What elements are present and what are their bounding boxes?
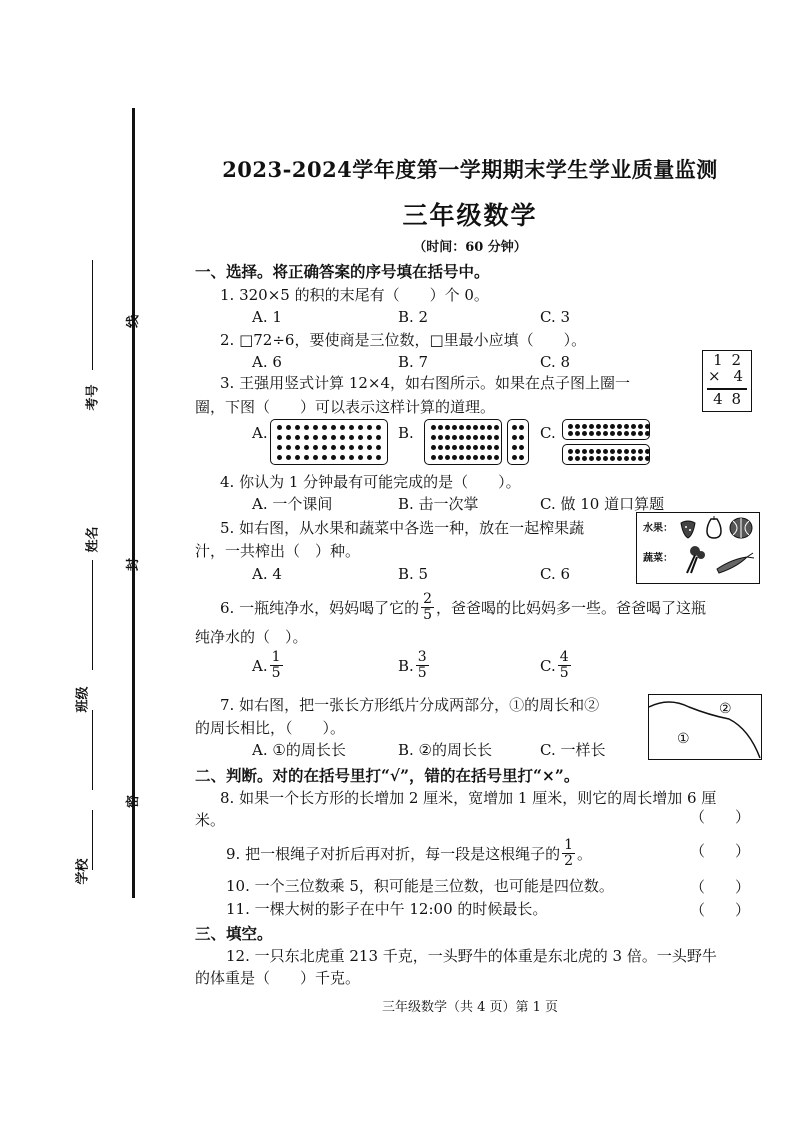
- q9-answer-paren[interactable]: （ ）: [690, 842, 751, 860]
- dot: [452, 445, 457, 450]
- q6-line1-end: ，爸爸喝的比妈妈多一些。爸爸喝了这瓶: [436, 598, 707, 617]
- dot: [631, 431, 636, 436]
- section3-heading: 三、填空。: [195, 924, 273, 943]
- section2-heading: 二、判断。对的在括号里打“√”，错的在括号里打“×”。: [195, 766, 580, 785]
- dot: [313, 445, 318, 450]
- exam-title: 2023-2024学年度第一学期期末学生学业质量监测: [222, 157, 718, 182]
- dot: [610, 424, 615, 429]
- dot: [617, 456, 622, 461]
- q8-answer-paren[interactable]: （ ）: [690, 808, 751, 826]
- region-2-label: ②: [719, 701, 732, 717]
- q6-option-b-letter: B.: [398, 656, 414, 675]
- dot: [512, 425, 517, 430]
- label-kaohao: 考号: [85, 384, 101, 411]
- label-xuexiao: 学校: [75, 858, 91, 885]
- q2-option-a[interactable]: A. 6: [252, 353, 282, 371]
- strawberry-icon: [681, 521, 695, 538]
- dot: [431, 425, 436, 430]
- q6-line1-start: 6. 一瓶纯净水，妈妈喝了它的: [220, 598, 420, 617]
- dot: [487, 445, 492, 450]
- dot: [638, 424, 643, 429]
- dot-figure-c-bottom[interactable]: [562, 444, 650, 465]
- dot: [376, 435, 381, 440]
- seal-feng: 封: [126, 557, 142, 572]
- dot: [575, 424, 580, 429]
- divide-curve: [649, 695, 761, 759]
- dot: [624, 424, 629, 429]
- dot: [617, 449, 622, 454]
- dot: [638, 456, 643, 461]
- dot: [480, 425, 485, 430]
- dot: [452, 455, 457, 460]
- q10-text: 10. 一个三位数乘 5，积可能是三位数，也可能是四位数。: [226, 877, 614, 895]
- dot: [349, 455, 354, 460]
- dot-figure-b-ones[interactable]: [507, 419, 529, 465]
- q1-text: 1. 320×5 的积的末尾有（ ）个 0。: [220, 286, 489, 304]
- dot: [582, 449, 587, 454]
- q6-c-den: 5: [559, 665, 569, 681]
- dot: [295, 455, 300, 460]
- banji-underline[interactable]: [92, 710, 93, 790]
- fruit-icons: [677, 515, 757, 541]
- q2-option-c[interactable]: C. 8: [540, 353, 571, 371]
- q2-option-b[interactable]: B. 7: [398, 353, 429, 371]
- q6-frac-num: 2: [423, 591, 433, 607]
- dot: [596, 456, 601, 461]
- dot: [322, 425, 327, 430]
- dot: [438, 455, 443, 460]
- dot: [631, 456, 636, 461]
- dot: [322, 445, 327, 450]
- q9-text: [226, 838, 592, 869]
- dot: [286, 435, 291, 440]
- dot: [322, 435, 327, 440]
- vegetable-icons: [677, 543, 757, 579]
- dot: [589, 431, 594, 436]
- dot: [568, 431, 573, 436]
- dot: [568, 449, 573, 454]
- q12-line1: 12. 一只东北虎重 213 千克，一头野牛的体重是东北虎的 3 倍。一头野牛: [226, 947, 717, 965]
- dot: [331, 445, 336, 450]
- q6-c-num: 4: [559, 649, 569, 665]
- dot: [512, 445, 517, 450]
- dot: [631, 449, 636, 454]
- q9-text-start: 9. 把一根绳子对折后再对折，每一段是这根绳子的: [226, 844, 561, 863]
- dot: [645, 424, 650, 429]
- dot: [645, 456, 650, 461]
- dot: [494, 435, 499, 440]
- dot: [603, 431, 608, 436]
- dot: [438, 445, 443, 450]
- q6-line2: 纯净水的（ ）。: [195, 628, 308, 646]
- dot: [610, 431, 615, 436]
- dot: [376, 455, 381, 460]
- dot: [638, 431, 643, 436]
- seal-mi: 密: [126, 794, 142, 809]
- q9-text-end: 。: [577, 844, 593, 863]
- dot: [487, 425, 492, 430]
- dot: [313, 435, 318, 440]
- dot: [304, 435, 309, 440]
- dot: [624, 456, 629, 461]
- dot: [445, 435, 450, 440]
- dot: [286, 445, 291, 450]
- dot: [358, 455, 363, 460]
- rectangle-paper-figure: [648, 694, 762, 760]
- dot: [480, 445, 485, 450]
- dot: [438, 425, 443, 430]
- dot: [645, 449, 650, 454]
- veg-label: 蔬菜：: [643, 553, 673, 564]
- dot: [480, 455, 485, 460]
- dot: [596, 449, 601, 454]
- dot-figure-b-tens[interactable]: [424, 419, 502, 465]
- dot: [304, 445, 309, 450]
- dot: [349, 435, 354, 440]
- dot: [331, 455, 336, 460]
- dot: [473, 435, 478, 440]
- dot: [286, 455, 291, 460]
- q5-option-c[interactable]: C. 6: [540, 565, 571, 583]
- q6-fraction: [421, 592, 434, 623]
- dot: [466, 425, 471, 430]
- exam-time: （时间：60 分钟）: [413, 240, 527, 255]
- q6-option-a-letter: A.: [252, 656, 268, 675]
- q6-frac-den: 5: [423, 607, 433, 623]
- q7-option-a[interactable]: A. ①的周长长: [252, 741, 346, 759]
- q1-option-b[interactable]: B. 2: [398, 308, 429, 326]
- dot: [596, 424, 601, 429]
- calc-mul: 4: [733, 367, 743, 385]
- dot: [277, 455, 282, 460]
- dot: [367, 435, 372, 440]
- exam-subtitle: 三年级数学: [402, 201, 538, 230]
- dot-figure-a[interactable]: [270, 419, 388, 465]
- q6-b-num: 3: [417, 649, 427, 665]
- dot: [582, 456, 587, 461]
- dot: [519, 425, 524, 430]
- dot: [582, 431, 587, 436]
- dot: [340, 435, 345, 440]
- dot: [631, 424, 636, 429]
- fruit-veg-figure: [636, 512, 760, 584]
- dot: [286, 425, 291, 430]
- calc-top: 1 2: [713, 351, 743, 369]
- q5-line2: 汁，一共榨出（ ）种。: [195, 542, 361, 560]
- dot: [445, 455, 450, 460]
- dot: [617, 431, 622, 436]
- binding-line: [132, 108, 135, 898]
- dot: [340, 445, 345, 450]
- dot: [603, 424, 608, 429]
- dot: [473, 445, 478, 450]
- section1-heading: 一、选择。将正确答案的序号填在括号中。: [195, 262, 490, 281]
- q6-option-a[interactable]: [252, 650, 285, 681]
- dot: [473, 425, 478, 430]
- dot: [295, 425, 300, 430]
- dot: [610, 449, 615, 454]
- q6-option-c-letter: C.: [540, 656, 556, 675]
- q11-answer-paren[interactable]: （ ）: [690, 901, 751, 919]
- dot: [376, 445, 381, 450]
- dot: [494, 455, 499, 460]
- dot: [340, 425, 345, 430]
- dot: [331, 435, 336, 440]
- dot: [340, 455, 345, 460]
- dot: [512, 455, 517, 460]
- dot: [568, 456, 573, 461]
- dot: [603, 449, 608, 454]
- q1-option-c[interactable]: C. 3: [540, 308, 571, 326]
- q5-line1: 5. 如右图，从水果和蔬菜中各选一种，放在一起榨果蔬: [220, 519, 585, 537]
- dot: [624, 449, 629, 454]
- dot: [589, 449, 594, 454]
- q3-line1: 3. 王强用竖式计算 12×4，如右图所示。如果在点子图上圈一: [220, 374, 631, 392]
- dot: [575, 449, 580, 454]
- dot: [331, 425, 336, 430]
- dot: [494, 425, 499, 430]
- kaohao-underline[interactable]: [92, 260, 93, 370]
- dot: [431, 435, 436, 440]
- dot: [277, 445, 282, 450]
- dot: [519, 435, 524, 440]
- q10-answer-paren[interactable]: （ ）: [690, 878, 751, 896]
- dot: [295, 435, 300, 440]
- seal-xian: 线: [126, 314, 142, 329]
- q3-option-a[interactable]: A.: [252, 424, 268, 442]
- q6-b-den: 5: [417, 665, 427, 681]
- q8-line2: 米。: [195, 811, 226, 829]
- dot: [445, 445, 450, 450]
- q6-option-b[interactable]: [398, 650, 431, 681]
- dot: [431, 455, 436, 460]
- dot: [645, 431, 650, 436]
- q7-line2: 的周长相比，（ ）。: [195, 719, 346, 737]
- dot: [376, 425, 381, 430]
- broccoli-icon: [687, 546, 705, 573]
- dot: [277, 425, 282, 430]
- dot: [487, 455, 492, 460]
- q8-line1: 8. 如果一个长方形的长增加 2 厘米，宽增加 1 厘米，则它的周长增加 6 厘: [220, 789, 717, 807]
- dot: [349, 425, 354, 430]
- q4-option-c[interactable]: C. 做 10 道口算题: [540, 495, 665, 513]
- region-1-label: ①: [677, 731, 690, 747]
- dot-figure-c-top[interactable]: [562, 419, 650, 440]
- xingming-underline[interactable]: [92, 560, 93, 670]
- dot: [431, 445, 436, 450]
- q4-text: 4. 你认为 1 分钟最有可能完成的是（ ）。: [220, 473, 521, 491]
- xuexiao-underline[interactable]: [92, 810, 93, 870]
- label-xingming: 姓名: [85, 526, 101, 553]
- dot: [466, 455, 471, 460]
- dot: [459, 425, 464, 430]
- dot: [277, 435, 282, 440]
- q4-option-b[interactable]: B. 击一次掌: [398, 495, 479, 513]
- dot: [589, 424, 594, 429]
- dot: [322, 455, 327, 460]
- q12-line2: 的体重是（ ）千克。: [195, 969, 361, 987]
- dot: [358, 445, 363, 450]
- dot: [367, 455, 372, 460]
- dot: [575, 431, 580, 436]
- page-footer: 三年级数学（共 4 页）第 1 页: [381, 1000, 559, 1015]
- dot: [304, 425, 309, 430]
- dot: [480, 435, 485, 440]
- dot: [466, 435, 471, 440]
- dot: [459, 455, 464, 460]
- q3-option-c[interactable]: C.: [540, 424, 556, 442]
- q6-line1: [220, 592, 706, 623]
- q2-text: 2. □72÷6，要使商是三位数，□里最小应填（ ）。: [220, 331, 587, 349]
- dot: [589, 456, 594, 461]
- dot: [596, 431, 601, 436]
- dot: [358, 425, 363, 430]
- dot: [459, 435, 464, 440]
- dot: [367, 445, 372, 450]
- q3-option-b[interactable]: B.: [398, 424, 414, 442]
- dot: [452, 435, 457, 440]
- label-banji: 班级: [75, 686, 91, 713]
- dot: [610, 456, 615, 461]
- dot: [304, 455, 309, 460]
- calc-result: 4 8: [713, 390, 743, 408]
- dot: [459, 445, 464, 450]
- fruit-label: 水果：: [643, 523, 673, 534]
- dot: [313, 425, 318, 430]
- dot: [624, 431, 629, 436]
- dot: [466, 445, 471, 450]
- dot: [494, 445, 499, 450]
- q9-frac-num: 1: [564, 837, 574, 853]
- dot: [473, 455, 478, 460]
- q9-fraction: [562, 838, 575, 869]
- pear-icon: [707, 516, 721, 538]
- dot: [349, 445, 354, 450]
- q7-option-c[interactable]: C. 一样长: [540, 741, 606, 759]
- dot: [638, 449, 643, 454]
- vertical-calc-figure: [702, 350, 752, 412]
- q7-line1: 7. 如右图，把一张长方形纸片分成两部分，①的周长和②: [220, 696, 600, 714]
- dot: [617, 424, 622, 429]
- dot: [519, 455, 524, 460]
- dot: [358, 435, 363, 440]
- dot: [295, 445, 300, 450]
- dot: [582, 424, 587, 429]
- q7-option-b[interactable]: B. ②的周长长: [398, 741, 493, 759]
- calc-op: ×: [708, 367, 721, 385]
- q5-option-b[interactable]: B. 5: [398, 565, 429, 583]
- q9-frac-den: 2: [564, 853, 574, 869]
- dot: [512, 435, 517, 440]
- q6-a-den: 5: [271, 665, 281, 681]
- q5-option-a[interactable]: A. 4: [252, 565, 282, 583]
- dot: [519, 445, 524, 450]
- q1-option-a[interactable]: A. 1: [252, 308, 282, 326]
- dot: [367, 425, 372, 430]
- q11-text: 11. 一棵大树的影子在中午 12:00 的时候最长。: [226, 900, 548, 918]
- dot: [438, 435, 443, 440]
- watermelon-icon: [730, 518, 752, 538]
- q4-option-a[interactable]: A. 一个课间: [252, 495, 333, 513]
- carrot-icon: [717, 553, 754, 573]
- dot: [603, 456, 608, 461]
- dot: [568, 424, 573, 429]
- q6-option-c[interactable]: [540, 650, 573, 681]
- q6-a-num: 1: [271, 649, 281, 665]
- dot: [575, 456, 580, 461]
- dot: [487, 435, 492, 440]
- q3-line2: 圈，下图（ ）可以表示这样计算的道理。: [195, 398, 496, 416]
- dot: [313, 455, 318, 460]
- dot: [452, 425, 457, 430]
- dot: [445, 425, 450, 430]
